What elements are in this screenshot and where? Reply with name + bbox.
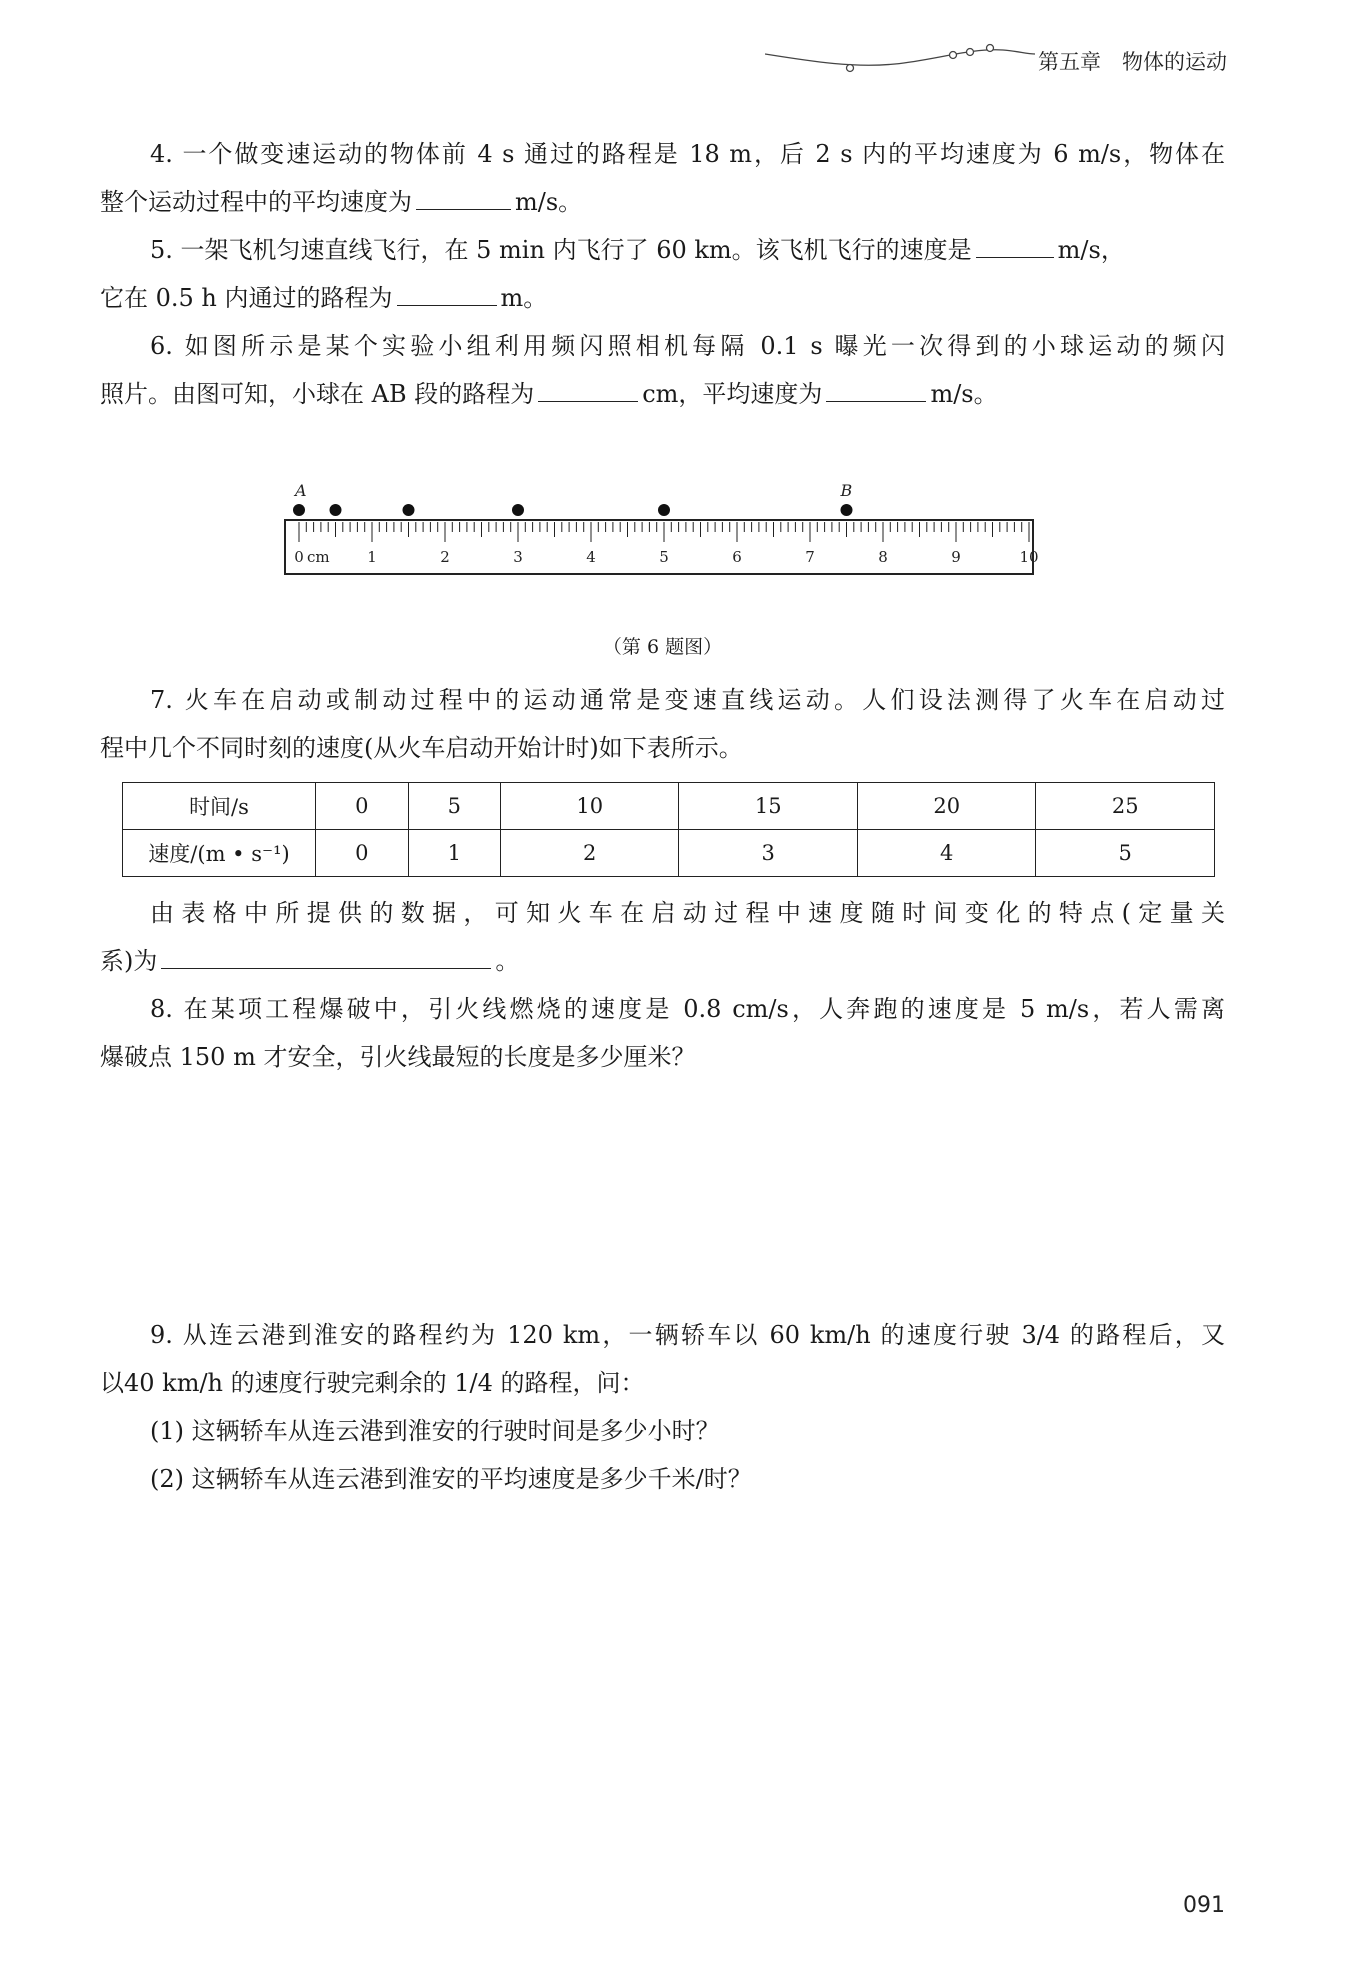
- q5-unit-2: m。: [500, 284, 548, 312]
- q9-line-2: 以40 km/h 的速度行驶完剩余的 1/4 的路程，问：: [100, 1369, 645, 1397]
- header-bubble-4: [987, 45, 994, 52]
- q6-distance-blank[interactable]: [538, 376, 638, 402]
- ruler-number: 7: [805, 548, 815, 566]
- header-bubble-2: [950, 52, 957, 59]
- q7-line-1: 7. 火车在启动或制动过程中的运动通常是变速直线运动。人们设法测得了火车在启动过: [150, 686, 1225, 714]
- ruler-number: 9: [951, 548, 961, 566]
- q5-distance-blank[interactable]: [397, 280, 497, 306]
- q9-line-1: 9. 从连云港到淮安的路程约为 120 km，一辆轿车以 60 km/h 的速度行驶 3/4 的路程后，又: [150, 1321, 1225, 1349]
- q9-sub-2: (2) 这辆轿车从连云港到淮安的平均速度是多少千米/时？: [150, 1465, 752, 1493]
- ruler-diagram: [284, 472, 1044, 632]
- q7-period: 。: [495, 947, 520, 975]
- q5-text-2: 它在 0.5 h 内通过的路程为: [100, 284, 393, 312]
- q5-line-2: [100, 274, 1225, 322]
- ruler-number: 1: [367, 548, 377, 566]
- figure-q6: [100, 438, 1225, 676]
- page-number: 091: [1183, 1893, 1225, 1918]
- ball-dot: [403, 504, 415, 516]
- q4-answer-blank[interactable]: [416, 184, 511, 210]
- ball-dot: [841, 504, 853, 516]
- ball-dot: [330, 504, 342, 516]
- point-b-label: B: [840, 481, 853, 500]
- table-row-time: [123, 783, 1215, 830]
- ruler-number: 8: [878, 548, 888, 566]
- q4-unit: m/s。: [515, 188, 583, 216]
- ruler-number: 6: [732, 548, 742, 566]
- point-a-label: A: [295, 481, 307, 500]
- table-header-speed: 速度/(m • s⁻¹): [123, 830, 316, 877]
- q8-line-1: 8. 在某项工程爆破中，引火线燃烧的速度是 0.8 cm/s，人奔跑的速度是 5 m/s，若人需离: [150, 995, 1225, 1023]
- ball-dot: [293, 504, 305, 516]
- table-cell: 4: [857, 830, 1035, 877]
- ruler-number: 0: [294, 548, 304, 566]
- q6-speed-blank[interactable]: [826, 376, 926, 402]
- ball-dot: [512, 504, 524, 516]
- page-content: [100, 130, 1225, 1503]
- table-cell: 25: [1036, 783, 1215, 830]
- answer-space: [100, 1081, 1225, 1311]
- q6-line-2: [100, 370, 1225, 418]
- q6-line-1: 6. 如图所示是某个实验小组利用频闪照相机每隔 0.1 s 曝光一次得到的小球运动的频闪: [150, 332, 1225, 360]
- table-cell: 5: [408, 783, 501, 830]
- q5-line-1: [100, 226, 1225, 274]
- q4-text: 整个运动过程中的平均速度为: [100, 188, 412, 216]
- ruler-number: 10: [1019, 548, 1039, 566]
- ball-dot: [658, 504, 670, 516]
- q7-after-line-2: [100, 937, 1225, 985]
- q7-answer-blank[interactable]: [161, 943, 491, 969]
- table-cell: 10: [501, 783, 679, 830]
- header-wave-line: [765, 50, 1035, 65]
- question-5: [100, 226, 1225, 322]
- header-bubble-1: [847, 65, 854, 72]
- table-cell: 1: [408, 830, 501, 877]
- question-8: [100, 985, 1225, 1081]
- table-cell: 0: [316, 783, 409, 830]
- table-cell: 0: [316, 830, 409, 877]
- q7-line-2: 程中几个不同时刻的速度(从火车启动开始计时)如下表所示。: [100, 734, 743, 762]
- q4-line-1: 4. 一个做变速运动的物体前 4 s 通过的路程是 18 m，后 2 s 内的平均速度为 6 m/s，物体在: [150, 140, 1225, 168]
- q7-text: 系)为: [100, 947, 158, 975]
- table-cell: 2: [501, 830, 679, 877]
- q8-line-2: 爆破点 150 m 才安全，引火线最短的长度是多少厘米？: [100, 1043, 696, 1071]
- table-cell: 20: [857, 783, 1035, 830]
- figure-caption: （第 6 题图）: [602, 636, 723, 658]
- question-6: [100, 322, 1225, 418]
- q5-unit-1: m/s，: [1057, 236, 1125, 264]
- q6-unit: m/s。: [930, 380, 998, 408]
- question-4: [100, 130, 1225, 226]
- ruler-number: 3: [513, 548, 523, 566]
- table-cell: 3: [679, 830, 857, 877]
- header-bubble-3: [967, 49, 974, 56]
- question-7: [100, 676, 1225, 985]
- question-9: [100, 1311, 1225, 1503]
- q5-speed-blank[interactable]: [976, 232, 1054, 258]
- table-header-time: 时间/s: [123, 783, 316, 830]
- header-decoration: [765, 38, 1035, 78]
- q6-text: 照片。由图可知，小球在 AB 段的路程为: [100, 380, 535, 408]
- table-cell: 15: [679, 783, 857, 830]
- q4-line-2: [100, 178, 1225, 226]
- chapter-title: 第五章 物体的运动: [1038, 50, 1227, 74]
- table-cell: 5: [1036, 830, 1215, 877]
- speed-time-table: [122, 782, 1215, 877]
- table-row-speed: [123, 830, 1215, 877]
- q7-after-line-1: 由表格中所提供的数据，可知火车在启动过程中速度随时间变化的特点(定量关: [150, 899, 1225, 927]
- ruler-number: 4: [586, 548, 596, 566]
- ball-positions: [293, 504, 853, 516]
- ruler-unit: cm: [307, 548, 330, 566]
- q5-text: 5. 一架飞机匀速直线飞行，在 5 min 内飞行了 60 km。该飞机飞行的速度是: [150, 236, 972, 264]
- q9-sub-1: (1) 这辆轿车从连云港到淮安的行驶时间是多少小时？: [150, 1417, 720, 1445]
- ruler-number: 5: [659, 548, 669, 566]
- q6-text-mid: cm，平均速度为: [642, 380, 823, 408]
- ruler-number: 2: [440, 548, 450, 566]
